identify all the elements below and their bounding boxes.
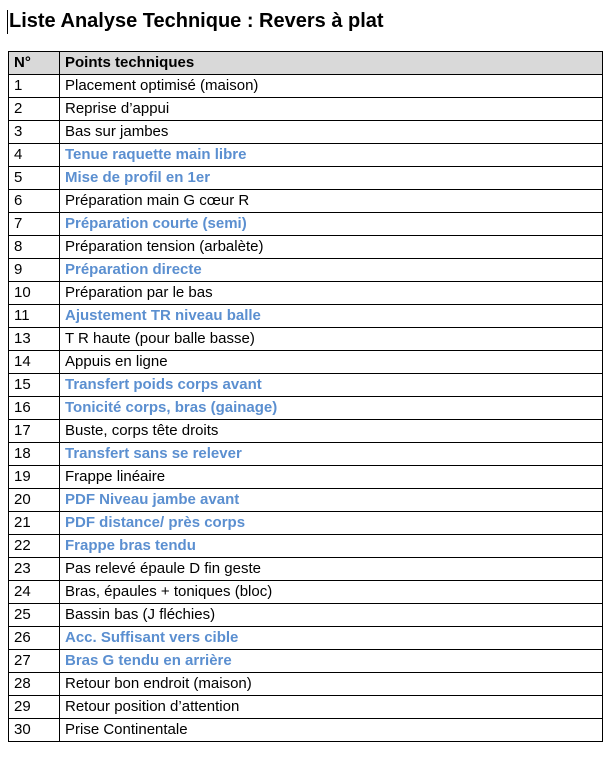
row-technical-point: Buste, corps tête droits	[60, 420, 603, 443]
row-number: 18	[9, 443, 60, 466]
table-row	[9, 466, 603, 489]
table-row	[9, 489, 603, 512]
row-number: 16	[9, 397, 60, 420]
table-row	[9, 443, 603, 466]
row-technical-point: T R haute (pour balle basse)	[60, 328, 603, 351]
table-row	[9, 167, 603, 190]
row-technical-point: Bras G tendu en arrière	[60, 650, 603, 673]
row-technical-point: Bras, épaules + toniques (bloc)	[60, 581, 603, 604]
row-technical-point: Tenue raquette main libre	[60, 144, 603, 167]
row-number: 14	[9, 351, 60, 374]
header-technical-points: Points techniques	[60, 52, 603, 75]
row-technical-point: Préparation main G cœur R	[60, 190, 603, 213]
table-row	[9, 512, 603, 535]
row-number: 2	[9, 98, 60, 121]
row-technical-point: Reprise d’appui	[60, 98, 603, 121]
row-number: 15	[9, 374, 60, 397]
row-technical-point: Prise Continentale	[60, 719, 603, 742]
row-technical-point: Appuis en ligne	[60, 351, 603, 374]
table-row	[9, 397, 603, 420]
table-row	[9, 144, 603, 167]
row-number: 29	[9, 696, 60, 719]
row-number: 6	[9, 190, 60, 213]
row-technical-point: Préparation courte (semi)	[60, 213, 603, 236]
table-row	[9, 98, 603, 121]
table-row	[9, 604, 603, 627]
table-row	[9, 190, 603, 213]
row-number: 30	[9, 719, 60, 742]
row-number: 1	[9, 75, 60, 98]
row-number: 19	[9, 466, 60, 489]
row-technical-point: Bassin bas (J fléchies)	[60, 604, 603, 627]
row-number: 7	[9, 213, 60, 236]
table-row	[9, 558, 603, 581]
row-technical-point: Préparation par le bas	[60, 282, 603, 305]
table-row	[9, 627, 603, 650]
table-row	[9, 259, 603, 282]
table-row	[9, 673, 603, 696]
row-technical-point: PDF distance/ près corps	[60, 512, 603, 535]
table-row	[9, 581, 603, 604]
row-number: 25	[9, 604, 60, 627]
table-row	[9, 236, 603, 259]
row-technical-point: Mise de profil en 1er	[60, 167, 603, 190]
table-row	[9, 535, 603, 558]
row-number: 5	[9, 167, 60, 190]
row-number: 3	[9, 121, 60, 144]
row-number: 17	[9, 420, 60, 443]
row-technical-point: Ajustement TR niveau balle	[60, 305, 603, 328]
table-row	[9, 282, 603, 305]
row-technical-point: Acc. Suffisant vers cible	[60, 627, 603, 650]
row-technical-point: Transfert sans se relever	[60, 443, 603, 466]
table-row	[9, 75, 603, 98]
row-technical-point: Pas relevé épaule D fin geste	[60, 558, 603, 581]
row-number: 8	[9, 236, 60, 259]
row-number: 23	[9, 558, 60, 581]
row-number: 20	[9, 489, 60, 512]
table-row	[9, 420, 603, 443]
technical-points-table	[8, 51, 603, 742]
row-number: 9	[9, 259, 60, 282]
table-row	[9, 328, 603, 351]
row-technical-point: Préparation directe	[60, 259, 603, 282]
row-technical-point: PDF Niveau jambe avant	[60, 489, 603, 512]
row-number: 24	[9, 581, 60, 604]
row-number: 22	[9, 535, 60, 558]
row-technical-point: Frappe bras tendu	[60, 535, 603, 558]
table-row	[9, 374, 603, 397]
table-row	[9, 650, 603, 673]
text-cursor	[7, 10, 8, 34]
table-row	[9, 696, 603, 719]
header-number: N°	[9, 52, 60, 75]
table-row	[9, 213, 603, 236]
row-number: 21	[9, 512, 60, 535]
table-header-row	[9, 52, 603, 75]
table-row	[9, 121, 603, 144]
row-number: 13	[9, 328, 60, 351]
row-technical-point: Retour position d’attention	[60, 696, 603, 719]
row-number: 26	[9, 627, 60, 650]
table-row	[9, 305, 603, 328]
row-technical-point: Bas sur jambes	[60, 121, 603, 144]
row-technical-point: Placement optimisé (maison)	[60, 75, 603, 98]
row-number: 28	[9, 673, 60, 696]
row-technical-point: Tonicité corps, bras (gainage)	[60, 397, 603, 420]
row-number: 4	[9, 144, 60, 167]
row-number: 10	[9, 282, 60, 305]
table-row	[9, 351, 603, 374]
page-title: Liste Analyse Technique : Revers à plat	[9, 10, 384, 32]
row-number: 27	[9, 650, 60, 673]
row-technical-point: Préparation tension (arbalète)	[60, 236, 603, 259]
row-technical-point: Transfert poids corps avant	[60, 374, 603, 397]
table-row	[9, 719, 603, 742]
row-technical-point: Frappe linéaire	[60, 466, 603, 489]
row-technical-point: Retour bon endroit (maison)	[60, 673, 603, 696]
row-number: 11	[9, 305, 60, 328]
